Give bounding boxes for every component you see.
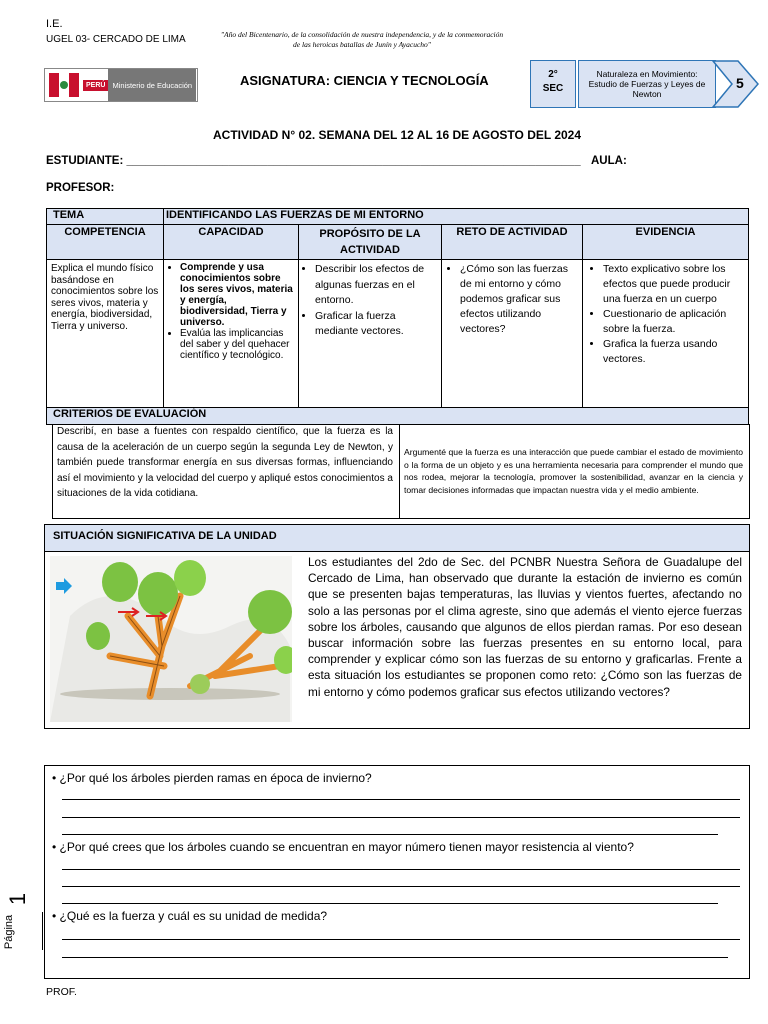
question-3-text: ¿Qué es la fuerza y cuál es su unidad de medida? xyxy=(59,909,328,923)
peru-label: PERÚ xyxy=(83,80,108,91)
aula-field[interactable]: AULA: xyxy=(591,155,627,167)
page-label: Página xyxy=(3,914,16,950)
ministry-logo xyxy=(44,68,198,102)
student-field[interactable]: ESTUDIANTE: _______________________________________________________________________ xyxy=(46,155,581,167)
grade-box xyxy=(530,60,576,108)
answer-line[interactable] xyxy=(62,869,740,870)
subject-title: ASIGNATURA: CIENCIA Y TECNOLOGÍA xyxy=(240,73,489,88)
question-1-text: ¿Por qué los árboles pierden ramas en época de invierno? xyxy=(59,771,372,785)
criterio-box-2 xyxy=(398,424,750,519)
ugel-label: UGEL 03- CERCADO DE LIMA xyxy=(46,34,186,45)
evidencia-item: • Cuestionario de aplicación sobre la fuerza. xyxy=(603,307,742,337)
year-motto: "Año del Bicentenario, de la consolidación de nuestra independencia, y de la conmemoración de las heroicas batallas de Junín y Ayacucho" xyxy=(220,30,504,49)
unit-title: Naturaleza en Movimiento: Estudio de Fuerzas y Leyes de Newton xyxy=(588,69,706,99)
question-1: • ¿Por qué los árboles pierden ramas en época de invierno? xyxy=(52,771,372,785)
peru-shield-icon xyxy=(45,72,83,98)
answer-line[interactable] xyxy=(62,903,718,904)
evidencia-cell xyxy=(583,260,749,408)
col-capacidad: CAPACIDAD xyxy=(164,225,299,260)
prof-footer: PROF. xyxy=(46,986,77,998)
section-value: SEC xyxy=(542,83,564,94)
col-reto: RETO DE ACTIVIDAD xyxy=(442,225,583,260)
criterios-label: CRITERIOS DE EVALUACIÓN xyxy=(47,408,749,425)
col-evidencia: EVIDENCIA xyxy=(583,225,749,260)
tema-label: TEMA xyxy=(47,209,164,225)
competencia-cell: Explica el mundo físico basándose en conocimientos sobre los seres vivos, materia y energía, biodiversidad, Tierra y universo. xyxy=(47,260,164,408)
school-label: I.E. xyxy=(46,18,63,30)
answer-line[interactable] xyxy=(62,834,718,835)
question-3: • ¿Qué es la fuerza y cuál es su unidad de medida? xyxy=(52,909,328,923)
col-proposito: PROPÓSITO DE LA ACTIVIDAD xyxy=(299,225,442,260)
questions-box xyxy=(44,765,750,979)
answer-line[interactable] xyxy=(62,939,740,940)
situation-header xyxy=(44,524,750,552)
answer-line[interactable] xyxy=(62,799,740,800)
proposito-item: • Describir los efectos de algunas fuerzas en el entorno. xyxy=(315,262,437,309)
proposito-item: • Graficar la fuerza mediante vectores. xyxy=(315,309,437,340)
answer-line[interactable] xyxy=(62,957,728,958)
proposito-cell xyxy=(299,260,442,408)
reto-item: • ¿Cómo son las fuerzas de mi entorno y cómo podemos graficar sus efectos utilizando vectores? xyxy=(460,262,578,337)
wind-tree-icon xyxy=(50,556,292,722)
unit-number: 5 xyxy=(736,75,744,91)
activity-title: ACTIVIDAD N° 02. SEMANA DEL 12 AL 16 DE AGOSTO DEL 2024 xyxy=(213,128,582,142)
criterio-box-1 xyxy=(52,424,400,519)
trees-illustration xyxy=(50,556,292,722)
evidencia-item: • Texto explicativo sobre los efectos que puede producir una fuerza en un cuerpo xyxy=(603,262,742,307)
criterio-1: Describí, en base a fuentes con respaldo científico, que la fuerza es la causa de la aceleración de un cuerpo según la segunda Ley de Newton, y también puede transformar energía en sus diversas formas, influenciando así el movimiento y la velocidad del cuerpo y apliqué estos conocimientos a situaciones de la vida cotidiana. xyxy=(57,426,393,499)
answer-line[interactable] xyxy=(62,886,740,887)
activity-table xyxy=(46,208,749,425)
capacidad-item: • Comprende y usa conocimientos sobre los seres vivos, materia y energía, biodiversidad, Tierra y universo. xyxy=(180,262,294,328)
situation-text: Los estudiantes del 2do de Sec. del PCNBR Nuestra Señora de Guadalupe del Cercado de Lima, han observado que durante la estación de invierno es común que se presenten bajas temperaturas, las lluvias y vientos fuertes, afectando no solo a las personas por el clima agreste, sino que además el viento ejerce fuerzas sobre los árboles, causando que algunos de ellos pierdan ramas. Por eso desean buscar información sobre las fuerzas presentes en su entorno local, para comprender y explicar cómo son las fuerzas de su entorno y graficarlas. Frente a esta situación los estudiantes se proponen como reto: ¿Cómo son las fuerzas de mi entorno y cómo podemos graficar sus efectos utilizando vectores? xyxy=(308,555,742,699)
criterio-2: Argumenté que la fuerza es una interacción que puede cambiar el estado de movimiento o la forma de un objeto y es una herramienta necesaria para comprender el mundo que nos rodea, mejorar la tecnología, promover la sostenibilidad, avanzar en la ciencia y tomar decisiones informadas que impactan nuestra vida y el medio ambiente. xyxy=(404,447,743,495)
question-2: • ¿Por qué crees que los árboles cuando se encuentran en mayor número tienen mayor resistencia al viento? xyxy=(52,840,634,854)
ministry-label: Ministerio de Educación xyxy=(108,69,196,101)
col-competencia: COMPETENCIA xyxy=(47,225,164,260)
question-2-text: ¿Por qué crees que los árboles cuando se encuentran en mayor número tienen mayor resistencia al viento? xyxy=(59,840,634,854)
unit-title-box xyxy=(578,60,716,108)
page-divider xyxy=(42,912,43,950)
unit-chevron xyxy=(712,60,760,108)
answer-line[interactable] xyxy=(62,817,740,818)
tema-value: IDENTIFICANDO LAS FUERZAS DE MI ENTORNO xyxy=(164,209,749,225)
page-number: 1 xyxy=(5,892,31,906)
page-number-block xyxy=(3,890,46,960)
evidencia-item: • Grafica la fuerza usando vectores. xyxy=(603,337,742,367)
capacidad-cell xyxy=(164,260,299,408)
grade-value: 2° xyxy=(548,69,558,80)
capacidad-item: • Evalúa las implicancias del saber y del quehacer científico y tecnológico. xyxy=(180,328,294,361)
situation-label: SITUACIÓN SIGNIFICATIVA DE LA UNIDAD xyxy=(53,530,277,542)
reto-cell xyxy=(442,260,583,408)
teacher-field[interactable]: PROFESOR: xyxy=(46,182,115,194)
